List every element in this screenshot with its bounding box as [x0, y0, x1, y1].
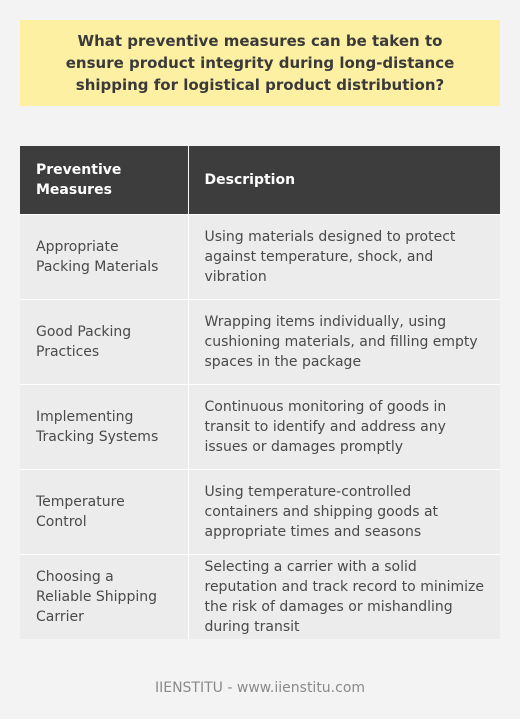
question-title: What preventive measures can be taken to ensure product integrity during long-distance shipping for logistical product distribution? — [65, 32, 455, 94]
measure-cell: Temperature Control — [20, 469, 188, 554]
header-description: Description — [188, 146, 500, 214]
table-row — [20, 299, 500, 384]
measure-cell: Implementing Tracking Systems — [20, 384, 188, 469]
description-cell: Selecting a carrier with a solid reputation and track record to minimize the risk of damages or mishandling during transit — [188, 554, 500, 639]
table-row — [20, 384, 500, 469]
description-cell: Continuous monitoring of goods in transit to identify and address any issues or damages promptly — [188, 384, 500, 469]
table-row — [20, 554, 500, 639]
measure-cell: Good Packing Practices — [20, 299, 188, 384]
table-header-row — [20, 146, 500, 214]
header-preventive-measures: Preventive Measures — [20, 146, 188, 214]
question-box — [20, 20, 500, 106]
description-cell: Using materials designed to protect against temperature, shock, and vibration — [188, 214, 500, 299]
table-row — [20, 469, 500, 554]
description-cell: Wrapping items individually, using cushioning materials, and filling empty spaces in the package — [188, 299, 500, 384]
measure-cell: Appropriate Packing Materials — [20, 214, 188, 299]
measures-table — [20, 146, 500, 639]
footer-credit: IIENSTITU - www.iienstitu.com — [154, 680, 366, 696]
table-row — [20, 214, 500, 299]
description-cell: Using temperature-controlled containers and shipping goods at appropriate times and seasons — [188, 469, 500, 554]
measure-cell: Choosing a Reliable Shipping Carrier — [20, 554, 188, 639]
